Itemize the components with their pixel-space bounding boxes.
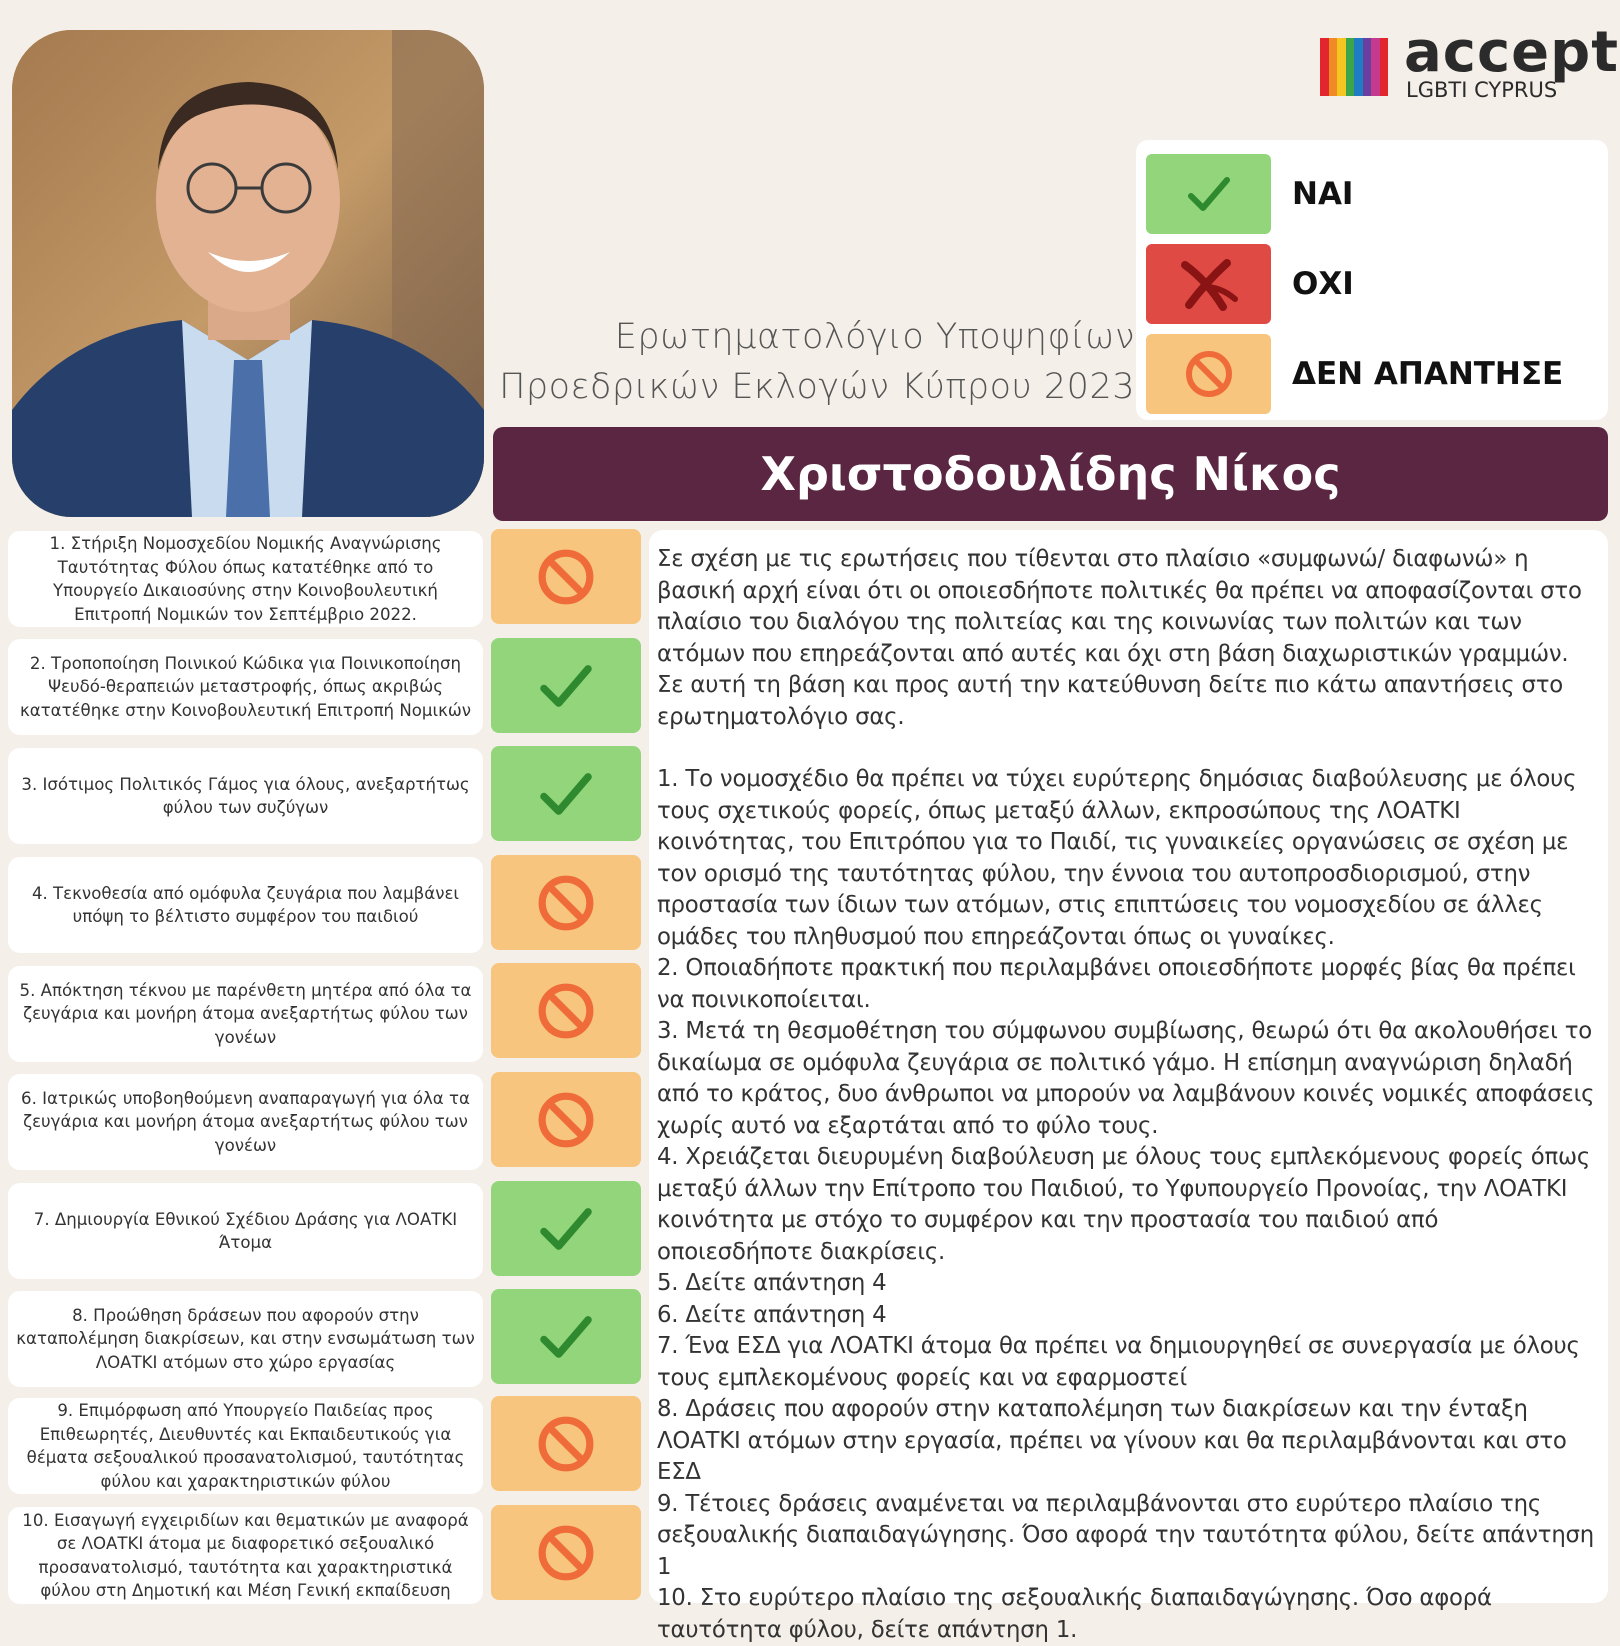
candidate-photo bbox=[12, 30, 484, 517]
legend-label-no-answer: ΔΕΝ ΑΠΑΝΤΗΣΕ bbox=[1292, 356, 1564, 392]
legend-label-no: ΟΧΙ bbox=[1292, 266, 1354, 302]
survey-title-line1: Ερωτηματολόγιο Υποψηφίων bbox=[614, 317, 1135, 357]
response-answer: 5. Δείτε απάντηση 4 bbox=[657, 1270, 887, 1296]
response-answer: 6. Δείτε απάντηση 4 bbox=[657, 1301, 887, 1328]
answer-yes bbox=[491, 1289, 641, 1384]
response-answer: 9. Τέτοιες δράσεις αναμένεται να περιλαμβάνονται στο ευρύτερο πλαίσιο της σεξουαλικής διαπαιδαγώγησης. Όσο αφορά την ταυτότητα φύλου, δείτε απάντηση 1 bbox=[657, 1490, 1595, 1580]
question-card: 8. Προώθηση δράσεων που αφορούν στην καταπολέμηση διακρίσεων, και στην ενσωμάτωση των ΛΟΑΤΚΙ ατόμων στο χώρο εργασίας bbox=[8, 1291, 483, 1387]
no-entry-icon bbox=[1146, 334, 1271, 414]
survey-title bbox=[499, 312, 1135, 412]
logo-subtitle: LGBTI CYPRUS bbox=[1406, 78, 1558, 102]
answer-yes bbox=[491, 1181, 641, 1276]
question-card: 1. Στήριξη Νομοσχεδίου Νομικής Αναγνώρισης Ταυτότητας Φύλου όπως κατατέθηκε από το Υπουργείο Δικαιοσύνης στην Κοινοβουλευτική Επιτροπή Νομικών τον Σεπτέμβριο 2022. bbox=[8, 531, 483, 627]
answer-no-answer bbox=[491, 1072, 641, 1167]
response-answer: 4. Χρειάζεται διευρυμένη διαβούλευση με όλους τους εμπλεκόμενους φορείς όπως μεταξύ άλλων την Επίτροπο του Παιδιού, το Υφυπουργείο Προνοίας, την ΛΟΑΤΚΙ κοινότητα με στόχο το συμφέρον και την προστασία του παιδιού από οποιεσδήποτε διακρίσεις. bbox=[657, 1144, 1591, 1265]
legend bbox=[1136, 140, 1608, 420]
question-card: 6. Ιατρικώς υποβοηθούμενη αναπαραγωγή για όλα τα ζευγάρια και μονήρη άτομα ανεξαρτήτως φύλου των γονέων bbox=[8, 1074, 483, 1170]
check-icon bbox=[1146, 154, 1271, 234]
answer-no-answer bbox=[491, 1505, 641, 1600]
answer-yes bbox=[491, 746, 641, 841]
no-entry-icon bbox=[535, 872, 597, 934]
answer-yes bbox=[491, 638, 641, 733]
no-entry-icon bbox=[535, 1089, 597, 1151]
candidate-response-panel bbox=[649, 530, 1608, 1643]
no-entry-icon bbox=[535, 1413, 597, 1475]
answer-no-answer bbox=[491, 1396, 641, 1491]
question-card: 5. Απόκτηση τέκνου με παρένθετη μητέρα από όλα τα ζευγάρια και μονήρη άτομα ανεξαρτήτως φύλου των γονέων bbox=[8, 966, 483, 1062]
no-entry-icon bbox=[535, 546, 597, 608]
response-answer: 8. Δράσεις που αφορούν στην καταπολέμηση των διακρίσεων και την ένταξη ΛΟΑΤΚΙ ατόμων στην εργασία, πρέπει να γίνουν και θα περιλαμβάνονται και στο ΕΣΔ bbox=[657, 1396, 1567, 1485]
question-card: 4. Τεκνοθεσία από ομόφυλα ζευγάρια που λαμβάνει υπόψη το βέλτιστο συμφέρον του παιδιού bbox=[8, 857, 483, 953]
answer-no-answer bbox=[491, 963, 641, 1058]
logo-wordmark: accept bbox=[1404, 20, 1620, 85]
check-icon bbox=[536, 659, 596, 713]
response-answer: 3. Μετά τη θεσμοθέτηση του σύμφωνου συμβίωσης, θεωρώ ότι θα ακολουθήσει το δικαίωμα σε ομόφυλα ζευγάρια σε πολιτικό γάμο. Η επίσημη αναγνώριση δηλαδή από το κράτος, δυο άνθρωποι να μπορούν να λαμβάνουν κοινές νομικές αποφάσεις χωρίς αυτό να εξαρτάται από το φύλο τους. bbox=[657, 1018, 1595, 1139]
check-icon bbox=[536, 767, 596, 821]
response-answer: 10. Στο ευρύτερο πλαίσιο της σεξουαλικής διαπαιδαγώγησης. Όσο αφορά ταυτότητα φύλου, δείτε απάντηση 1. bbox=[657, 1585, 1492, 1643]
no-entry-icon bbox=[535, 980, 597, 1042]
question-card: 7. Δημιουργία Εθνικού Σχέδιου Δράσης για ΛΟΑΤΚΙ Άτομα bbox=[8, 1183, 483, 1279]
check-icon bbox=[536, 1202, 596, 1256]
legend-item-no bbox=[1146, 244, 1606, 324]
answer-no-answer bbox=[491, 855, 641, 950]
legend-item-no-answer bbox=[1146, 334, 1606, 414]
response-intro: Σε σχέση με τις ερωτήσεις που τίθενται στο πλαίσιο «συμφωνώ/ διαφωνώ» η βασική αρχή είναι ότι οι οποιεσδήποτε πολιτικές θα πρέπει να αποφασίζονται στο πλαίσιο του διαλόγου της πολιτείας και της κοινωνίας των πολιτών και των ατόμων που επηρεάζονται από αυτές και όχι στη βάση διαχωριστικών γραμμών. Σε αυτή τη βάση και προς αυτή την κατεύθυνση δείτε πιο κάτω απαντήσεις στο ερωτηματολόγιο σας. bbox=[657, 546, 1582, 730]
legend-label-yes: ΝΑΙ bbox=[1292, 176, 1354, 212]
accept-logo bbox=[1320, 20, 1620, 104]
question-card: 9. Επιμόρφωση από Υπουργείο Παιδείας προς Επιθεωρητές, Διευθυντές και Εκπαιδευτικούς για θέματα σεξουαλικού προσανατολισμού, ταυτότητας φύλου και χαρακτηριστικών φύλου bbox=[8, 1398, 483, 1494]
no-entry-icon bbox=[535, 1522, 597, 1584]
candidate-name-banner: Χριστοδουλίδης Νίκος bbox=[493, 427, 1608, 521]
response-answer: 7. Ένα ΕΣΔ για ΛΟΑΤΚΙ άτομα θα πρέπει να δημιουργηθεί σε συνεργασία με όλους τους εμπλεκομένους φορείς και να εφαρμοστεί bbox=[657, 1333, 1580, 1391]
survey-title-line2: Προεδρικών Εκλογών Κύπρου 2023 bbox=[499, 367, 1135, 407]
response-answer: 1. Το νομοσχέδιο θα πρέπει να τύχει ευρύτερης δημόσιας διαβούλευσης με όλους τους σχετικούς φορείς, όπως μεταξύ άλλων, εκπροσώπους της ΛΟΑΤΚΙ κοινότητας, του Επιτρόπου για το Παιδί, τις γυναικείες οργανώσεις σε σχέση με τον ορισμό της ταυτότητας φύλου, την έννοια του αυτοπροσδιορισμού, στην προστασία των ίδιων των ατόμων, στις επιπτώσεις του νομοσχεδίου σε άλλες ομάδες του πληθυσμού που επηρεάζονται όπως οι γυναίκες. bbox=[657, 766, 1577, 950]
legend-item-yes bbox=[1146, 154, 1606, 234]
response-answer: 2. Οποιαδήποτε πρακτική που περιλαμβάνει οποιεσδήποτε μορφές βίας θα πρέπει να ποινικοποίειται. bbox=[657, 955, 1576, 1013]
answer-no-answer bbox=[491, 529, 641, 624]
cross-icon bbox=[1146, 244, 1271, 324]
question-card: 3. Ισότιμος Πολιτικός Γάμος για όλους, ανεξαρτήτως φύλου των συζύγων bbox=[8, 748, 483, 844]
check-icon bbox=[536, 1310, 596, 1364]
rainbow-flag-icon bbox=[1320, 38, 1388, 96]
question-card: 2. Τροποποίηση Ποινικού Κώδικα για Ποινικοποίηση Ψευδό-θεραπειών μεταστροφής, όπως ακριβώς κατατέθηκε στην Κοινοβουλευτική Επιτροπή Νομικών bbox=[8, 639, 483, 735]
question-card: 10. Εισαγωγή εγχειριδίων και θεματικών με αναφορά σε ΛΟΑΤΚΙ άτομα με διαφορετικό σεξουαλικό προσανατολισμό, ταυτότητα και χαρακτηριστικά φύλου στη Δημοτική και Μέση Γενική εκπαίδευση bbox=[8, 1507, 483, 1604]
